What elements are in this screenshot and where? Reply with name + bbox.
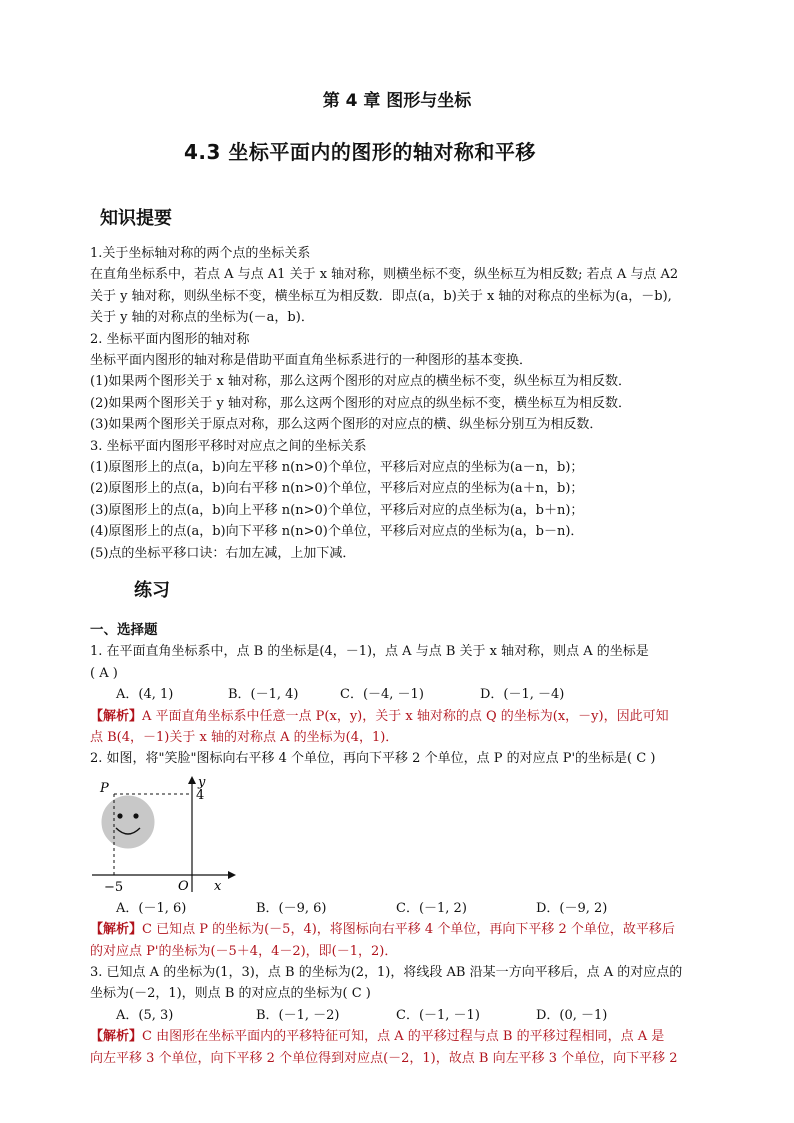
kp-line: (2)如果两个图形关于 y 轴对称，那么这两个图形的对应点的纵坐标不变，横坐标互为相反数． (90, 395, 632, 411)
choice-c: C．(－1, 2) (396, 900, 467, 916)
kp-line: (1)如果两个图形关于 x 轴对称，那么这两个图形的对应点的横坐标不变，纵坐标互为相反数． (90, 374, 632, 390)
label-origin: O (178, 878, 189, 894)
choice-b: B．(－1, 4) (228, 687, 299, 703)
kp-line: (3)如果两个图形关于原点对称，那么这两个图形的对应点的横、纵坐标分别互为相反数． (90, 417, 603, 433)
choice-a: A．(5, 3) (116, 1007, 174, 1023)
q1-explanation-text: A 平面直角坐标系中任意一点 P(x，y)，关于 x 轴对称的点 Q 的坐标为(x，－y)，因此可知 (142, 708, 669, 724)
q2-explanation-text: C 已知点 P 的坐标为(－5，4)，将图标向右平移 4 个单位，再向下平移 2 个单位，故平移后 (142, 922, 675, 938)
choice-a: A．(4, 1) (116, 687, 174, 703)
q1-answer-blank: ( A ) (90, 665, 118, 681)
kp-line: (4)原图形上的点(a，b)向下平移 n(n>0)个单位，平移后对应点的坐标为(a，b－n)． (90, 524, 584, 540)
kp-line: 在直角坐标系中，若点 A 与点 A1 关于 x 轴对称，则横坐标不变，纵坐标互为相反数; 若点 A 与点 A2 (90, 267, 679, 283)
kp-line: 关于 y 轴对称，则纵坐标不变，横坐标互为相反数．即点(a，b)关于 x 轴的对称点的坐标为(a，－b), (90, 288, 672, 304)
smiley-eye-right (133, 813, 138, 818)
smiley-eye-left (117, 813, 122, 818)
kp-line: (1)原图形上的点(a，b)向左平移 n(n>0)个单位，平移后对应点的坐标为(a－n，b)； (90, 460, 584, 476)
q2-choices (90, 898, 710, 919)
q3-explanation-text: C 由图形在坐标平面内的平移特征可知，点 A 的平移过程与点 B 的平移过程相同，点 A 是 (142, 1029, 665, 1045)
label-neg5: −5 (104, 879, 124, 894)
knowledge-heading: 知识提要 (100, 208, 172, 229)
label-x: x (214, 878, 222, 894)
chapter-title: 第 4 章 图形与坐标 (322, 91, 472, 111)
q2-stem: 2. 如图，将"笑脸"图标向右平移 4 个单位，再向下平移 2 个单位，点 P 的对应点 P'的坐标是( C ) (90, 751, 656, 767)
q3-choices (90, 1005, 710, 1026)
kp-line: (3)原图形上的点(a，b)向上平移 n(n>0)个单位，平移后对应的点坐标为(a，b＋n)； (90, 502, 584, 518)
explanation-tag: 【解析】 (90, 708, 143, 724)
choice-a: A．(－1, 6) (116, 900, 187, 916)
knowledge-points (90, 243, 710, 564)
y-axis-arrow (188, 776, 196, 784)
choice-d: D．(－1, －4) (480, 687, 565, 703)
question-1 (90, 641, 710, 748)
q1-stem-line: 1. 在平面直角坐标系中，点 B 的坐标是(4，－1)，点 A 与点 B 关于 x 轴对称，则点 A 的坐标是 (90, 644, 649, 660)
question-2 (90, 748, 710, 962)
kp-line: (2)原图形上的点(a，b)向右平移 n(n>0)个单位，平移后对应点的坐标为(a＋n，b)； (90, 481, 584, 497)
section-title: 4.3 坐标平面内的图形的轴对称和平移 (184, 140, 536, 164)
label-p: P (100, 780, 109, 796)
q3-explanation (90, 1026, 710, 1047)
label-4: 4 (196, 787, 205, 803)
kp-line: 3. 坐标平面内图形平移时对应点之间的坐标关系 (90, 438, 367, 454)
question-3 (90, 962, 710, 1069)
explanation-tag: 【解析】 (90, 922, 143, 938)
q2-explanation (90, 919, 710, 940)
choice-b: B．(－1, －2) (256, 1007, 340, 1023)
choice-d: D．(0, －1) (536, 1007, 608, 1023)
practice-questions (90, 620, 710, 1069)
q3-explanation-line: 向左平移 3 个单位，向下平移 2 个单位得到对应点(－2，1)，故点 B 向左平移 3 个单位，向下平移 2 (90, 1050, 678, 1066)
choice-c: C．(－4, －1) (340, 687, 424, 703)
kp-line: 1.关于坐标轴对称的两个点的坐标关系 (90, 246, 311, 261)
label-y: y (198, 774, 206, 790)
figure-svg (90, 774, 250, 894)
kp-line: 坐标平面内图形的轴对称是借助平面直角坐标系进行的一种图形的基本变换． (90, 353, 533, 369)
explanation-tag: 【解析】 (90, 1029, 143, 1045)
practice-heading: 练习 (134, 580, 170, 601)
kp-line: 关于 y 轴的对称点的坐标为(－a，b)． (90, 310, 314, 326)
q1-choices (90, 684, 710, 705)
section-label: 一、选择题 (90, 622, 158, 638)
q1-explanation-line: 点 B(4，－1)关于 x 轴的对称点 A 的坐标为(4，1)． (90, 730, 399, 746)
smiley-face (102, 796, 154, 848)
x-axis-arrow (228, 871, 236, 879)
q1-explanation (90, 706, 710, 727)
q3-stem-line: 3. 已知点 A 的坐标为(1，3)，点 B 的坐标为(2，1)，将线段 AB 沿某一方向平移后，点 A 的对应点的 (90, 965, 683, 981)
choice-d: D．(－9, 2) (536, 900, 608, 916)
kp-line: 2. 坐标平面内图形的轴对称 (90, 331, 250, 347)
q3-stem-line: 坐标为(－2，1)，则点 B 的对应点的坐标为( C ) (90, 986, 371, 1002)
choice-c: C．(－1, －1) (396, 1007, 480, 1023)
smiley-coordinate-figure (90, 774, 710, 894)
kp-line: (5)点的坐标平移口诀：右加左减，上加下减． (90, 545, 356, 561)
choice-b: B．(－9, 6) (256, 900, 327, 916)
q2-explanation-line: 的对应点 P'的坐标为(－5＋4，4－2)，即(－1，2)． (90, 943, 398, 959)
